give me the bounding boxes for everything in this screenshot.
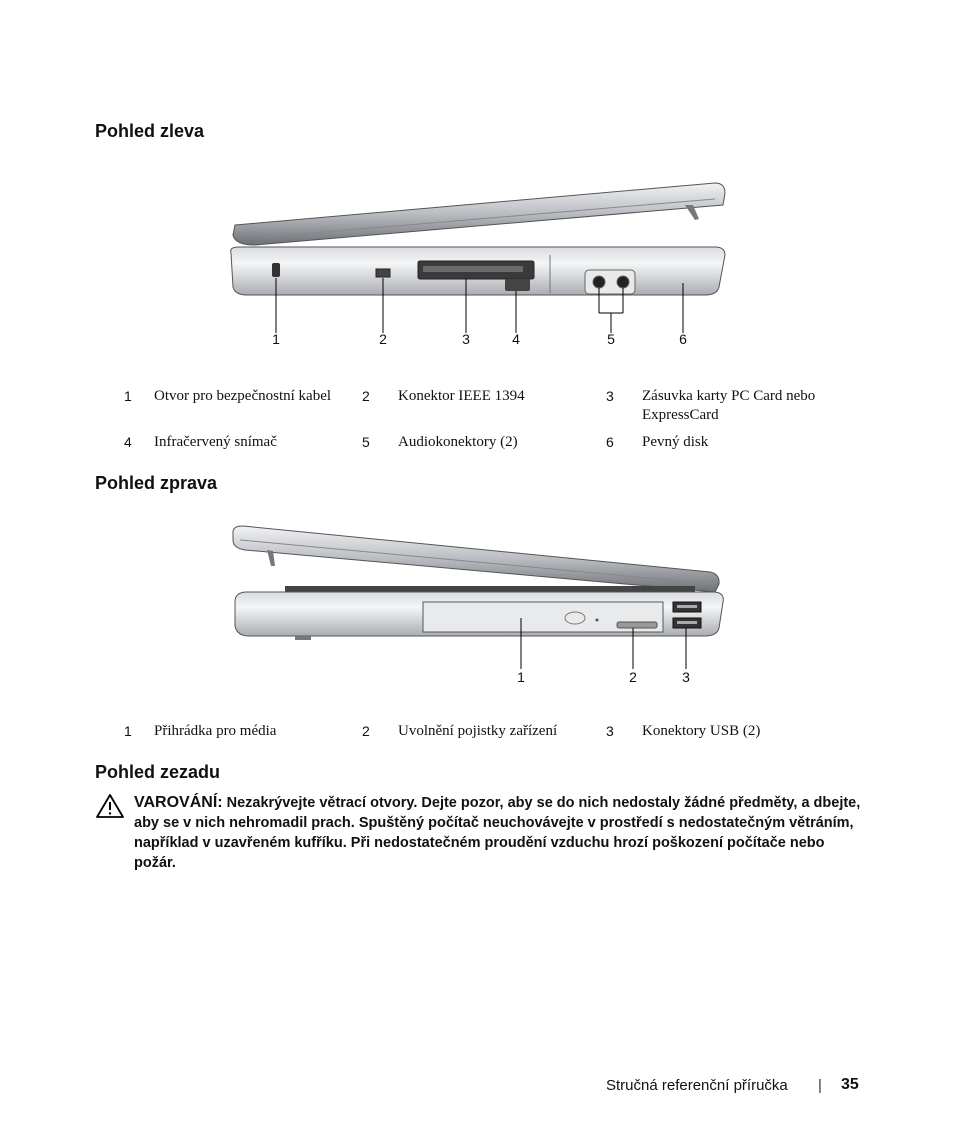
legend-text: Přihrádka pro média	[154, 723, 277, 739]
legend-text: Infračervený snímač	[154, 434, 277, 450]
section-heading-right-view: Pohled zprava	[95, 473, 218, 493]
section-heading-left-view: Pohled zleva	[95, 121, 205, 141]
left-callout-6: 6	[679, 331, 687, 347]
legend-number: 3	[606, 388, 614, 404]
legend-number: 6	[606, 434, 614, 450]
laptop-right-side-illustration	[225, 522, 735, 672]
warning-text: Nezakrývejte větrací otvory. Dejte pozor, aby se do nich nedostaly žádné předměty, a dbejte, aby se v nich nehromadil prach. Spuštěný počítač neuchovávejte v prostředí s nedostatečným větráním, například v uzavřeném kufříku. Při nedostatečném proudění vzduchu hrozí poškození počítače nebo požár.	[134, 795, 861, 871]
right-callout-2: 2	[629, 669, 637, 685]
legend-text: Pevný disk	[642, 434, 709, 450]
legend-text: Audiokonektory (2)	[398, 434, 518, 450]
legend-text: Konektory USB (2)	[642, 723, 761, 739]
warning-label: VAROVÁNÍ:	[134, 794, 223, 811]
legend-number: 5	[362, 434, 370, 450]
legend-number: 1	[124, 723, 132, 739]
legend-text: Uvolnění pojistky zařízení	[398, 723, 558, 739]
right-callout-1: 1	[517, 669, 525, 685]
legend-number: 2	[362, 723, 370, 739]
section-heading-back-view: Pohled zezadu	[95, 762, 221, 782]
legend-text: Otvor pro bezpečnostní kabel	[154, 388, 332, 404]
warning-triangle-icon	[95, 793, 125, 819]
legend-number: 1	[124, 388, 132, 404]
legend-text: Konektor IEEE 1394	[398, 388, 525, 404]
left-callout-2: 2	[379, 331, 387, 347]
page-number: 35	[841, 1076, 859, 1093]
footer-separator: |	[818, 1077, 822, 1094]
legend-number: 4	[124, 434, 132, 450]
footer-title: Stručná referenční příručka	[606, 1077, 788, 1094]
left-callout-1: 1	[272, 331, 280, 347]
legend-number: 2	[362, 388, 370, 404]
right-callout-3: 3	[682, 669, 690, 685]
legend-text: Zásuvka karty PC Card nebo ExpressCard	[642, 388, 816, 423]
left-callout-5: 5	[607, 331, 615, 347]
left-callout-3: 3	[462, 331, 470, 347]
laptop-left-side-illustration	[225, 175, 735, 335]
legend-number: 3	[606, 723, 614, 739]
left-callout-4: 4	[512, 331, 520, 347]
